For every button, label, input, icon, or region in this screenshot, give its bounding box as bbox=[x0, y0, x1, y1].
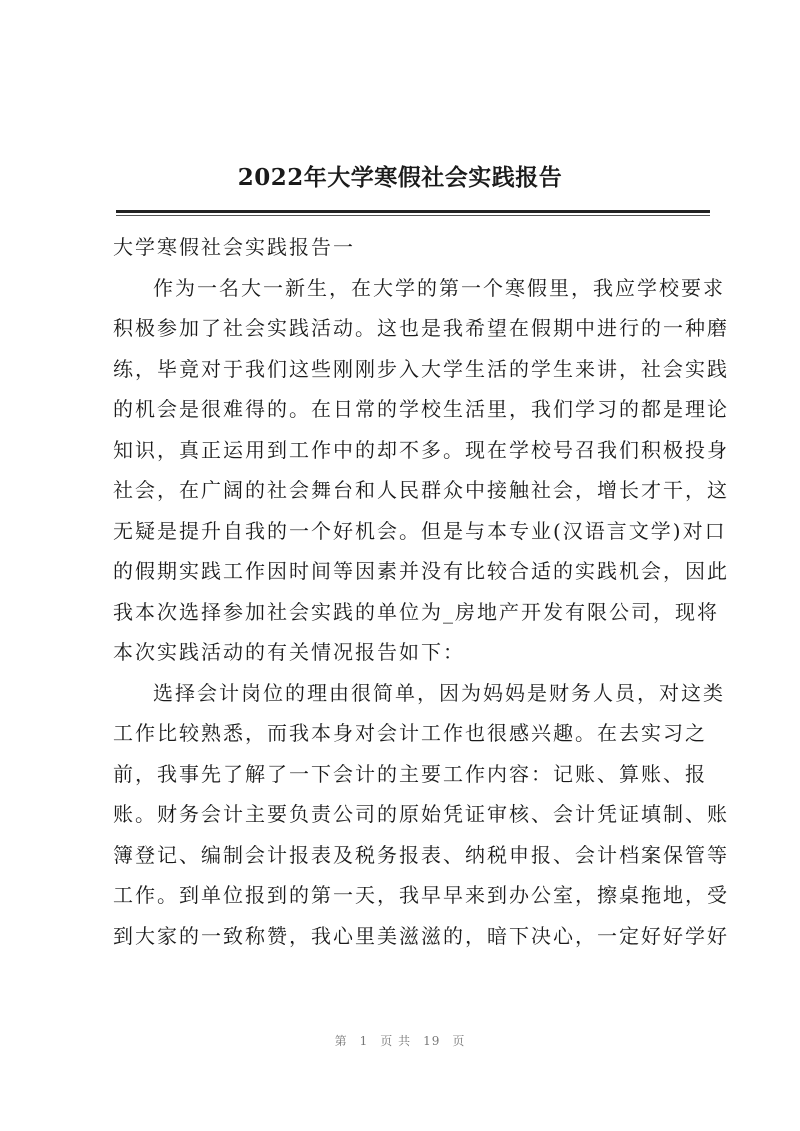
text-line: 作为一名大一新生，在大学的第一个寒假里，我应学校要求 bbox=[153, 275, 725, 300]
footer-prefix: 第 bbox=[334, 1034, 348, 1048]
title-rule-thin bbox=[116, 215, 710, 216]
footer-suffix: 页 bbox=[452, 1034, 466, 1048]
footer-total-pages: 19 bbox=[423, 1034, 441, 1048]
text-line: 练，毕竟对于我们这些刚刚步入大学生活的学生来讲，社会实践 bbox=[113, 356, 729, 381]
text-line: 我本次选择参加社会实践的单位为_房地产开发有限公司，现将 bbox=[113, 599, 719, 624]
text-line: 的假期实践工作因时间等因素并没有比较合适的实践机会，因此 bbox=[113, 559, 729, 583]
text-line: 本次实践活动的有关情况报告如下： bbox=[113, 640, 465, 664]
text-line: 工作比较熟悉，而我本身对会计工作也很感兴趣。在去实习之 bbox=[113, 721, 707, 745]
document-body bbox=[113, 227, 729, 956]
text-line: 账。财务会计主要负责公司的原始凭证审核、会计凭证填制、账 bbox=[113, 802, 729, 826]
text-line: 簿登记、编制会计报表及税务报表、纳税申报、会计档案保管等 bbox=[113, 842, 729, 867]
text-line: 前，我事先了解了一下会计的主要工作内容：记账、算账、报 bbox=[113, 761, 707, 786]
footer-middle: 页 共 bbox=[380, 1034, 412, 1048]
text-line: 知识，真正运用到工作中的却不多。现在学校号召我们积极投身 bbox=[113, 437, 729, 462]
text-line: 选择会计岗位的理由很简单，因为妈妈是财务人员，对这类 bbox=[153, 680, 725, 705]
text-line: 大学寒假社会实践报告一 bbox=[113, 235, 355, 259]
text-line: 社会，在广阔的社会舞台和人民群众中接触社会，增长才干，这 bbox=[113, 478, 729, 502]
text-line: 的机会是很难得的。在日常的学校生活里，我们学习的都是理论 bbox=[113, 397, 729, 421]
title-rule-thick bbox=[116, 210, 710, 213]
page-footer bbox=[0, 1032, 800, 1049]
text-line: 到大家的一致称赞，我心里美滋滋的，暗下决心，一定好好学好 bbox=[113, 923, 729, 948]
text-line: 积极参加了社会实践活动。这也是我希望在假期中进行的一种磨 bbox=[113, 316, 729, 340]
document-title: 2022年大学寒假社会实践报告 bbox=[237, 164, 563, 191]
footer-page-number: 1 bbox=[359, 1034, 369, 1048]
text-line: 工作。到单位报到的第一天，我早早来到办公室，擦桌拖地，受 bbox=[113, 883, 729, 907]
text-line: 无疑是提升自我的一个好机会。但是与本专业(汉语言文学)对口 bbox=[113, 518, 727, 543]
